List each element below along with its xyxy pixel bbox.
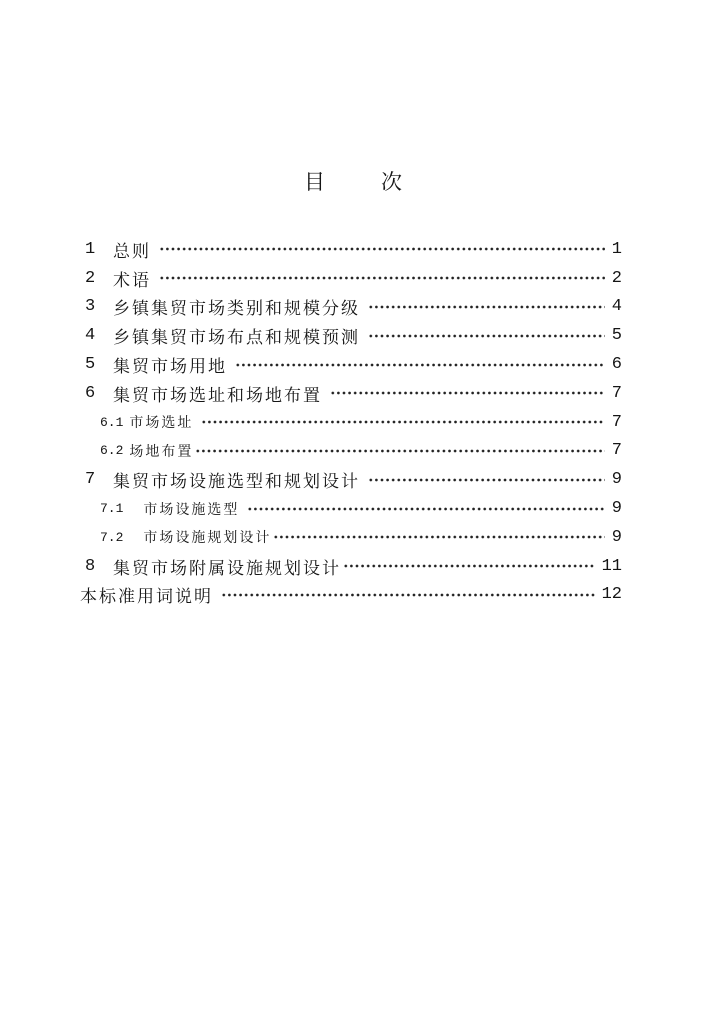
toc-entry-title: 市场选址 <box>129 415 194 432</box>
toc-subentry <box>80 494 622 523</box>
toc-entry-title: 市场设施规划设计 <box>143 530 272 547</box>
toc-entry-page: 9 <box>611 470 622 490</box>
toc-entry-title: 本标准用词说明 <box>80 587 213 608</box>
toc-entry <box>80 465 622 494</box>
dot-leader <box>343 563 595 569</box>
toc-entry-title: 市场设施选型 <box>143 501 240 518</box>
toc-entry-number: 4 <box>85 326 96 346</box>
toc-entry-page: 1 <box>611 239 622 259</box>
toc-entry-page: 12 <box>601 585 622 605</box>
toc-entry <box>80 379 622 408</box>
toc-entry-number: 6.2 <box>100 443 124 459</box>
table-of-contents <box>80 235 622 609</box>
toc-entry-page: 9 <box>611 527 622 547</box>
toc-entry-title: 术语 <box>113 270 151 291</box>
dot-leader <box>159 246 605 252</box>
toc-entry-page: 4 <box>611 297 622 317</box>
toc-entry-number: 1 <box>85 239 96 259</box>
toc-entry-page: 5 <box>611 326 622 346</box>
toc-entry-page: 11 <box>601 556 622 576</box>
toc-entry-title: 集贸市场附属设施规划设计 <box>113 558 341 579</box>
toc-entry-number: 3 <box>85 297 96 317</box>
toc-entry-number: 2 <box>85 268 96 288</box>
dot-leader <box>159 275 605 281</box>
dot-leader <box>221 592 595 598</box>
toc-entry <box>80 350 622 379</box>
toc-entry-number: 8 <box>85 556 96 576</box>
toc-entry-number: 6.1 <box>100 414 124 430</box>
toc-entry-title: 集贸市场用地 <box>113 357 227 378</box>
dot-leader <box>368 304 605 310</box>
toc-entry-page: 7 <box>611 441 622 461</box>
dot-leader <box>247 506 604 512</box>
dot-leader <box>195 448 604 454</box>
toc-entry-page: 7 <box>611 383 622 403</box>
toc-subentry <box>80 523 622 552</box>
dot-leader <box>235 362 605 368</box>
dot-leader <box>330 390 605 396</box>
toc-entry-page: 2 <box>611 268 622 288</box>
dot-leader <box>273 534 604 540</box>
toc-subentry <box>80 408 622 437</box>
toc-subentry <box>80 437 622 466</box>
toc-entry-number: 5 <box>85 355 96 375</box>
toc-entry <box>80 293 622 322</box>
dot-leader <box>201 419 604 425</box>
toc-entry-title: 集贸市场设施选型和规划设计 <box>113 472 360 493</box>
toc-entry <box>80 552 622 581</box>
toc-entry-page: 7 <box>611 412 622 432</box>
toc-entry-title: 场地布置 <box>129 443 194 460</box>
toc-entry-page: 6 <box>611 355 622 375</box>
page-title: 目次 <box>304 170 458 194</box>
dot-leader <box>368 477 605 483</box>
toc-entry-number: 6 <box>85 383 96 403</box>
toc-entry <box>80 321 622 350</box>
dot-leader <box>368 333 605 339</box>
toc-entry-title: 总则 <box>113 241 151 262</box>
toc-entry <box>80 235 622 264</box>
toc-entry <box>80 581 622 610</box>
toc-entry <box>80 264 622 293</box>
toc-entry-number: 7.2 <box>100 529 124 545</box>
toc-entry-title: 集贸市场选址和场地布置 <box>113 385 322 406</box>
toc-entry-page: 9 <box>611 499 622 519</box>
toc-entry-number: 7 <box>85 470 96 490</box>
toc-entry-number: 7.1 <box>100 501 124 517</box>
toc-entry-title: 乡镇集贸市场布点和规模预测 <box>113 328 360 349</box>
toc-entry-title: 乡镇集贸市场类别和规模分级 <box>113 299 360 320</box>
